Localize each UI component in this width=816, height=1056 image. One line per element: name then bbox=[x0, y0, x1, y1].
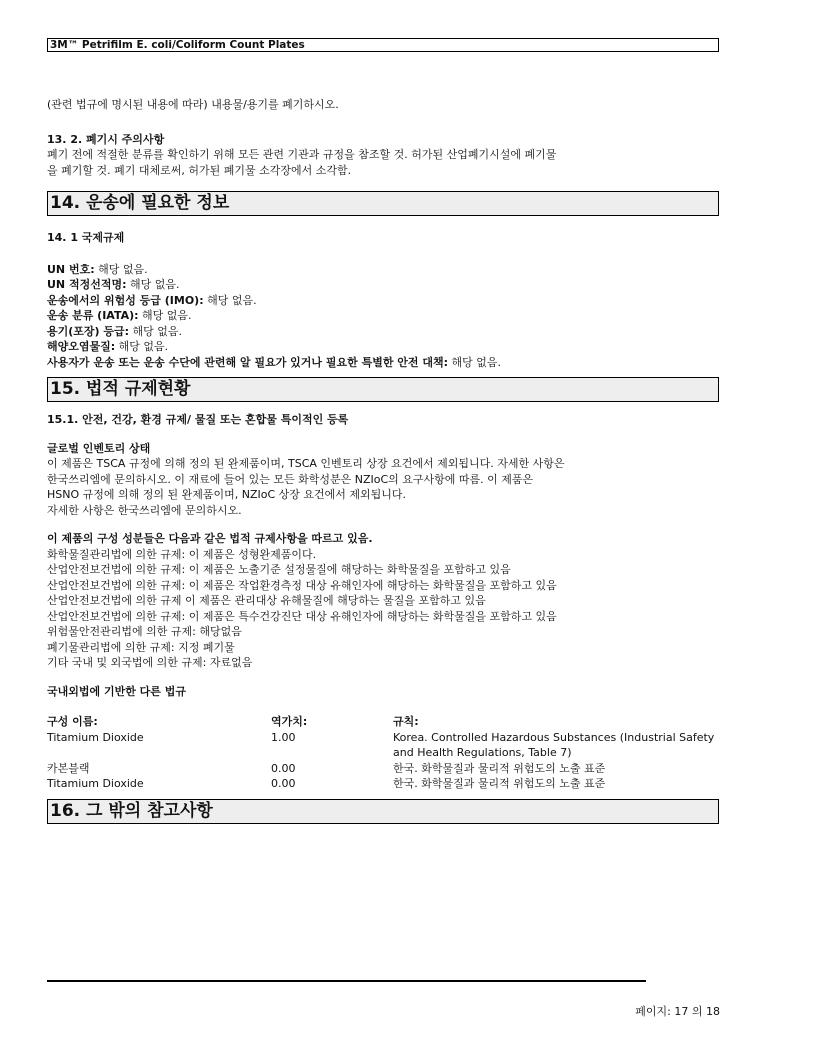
component-value: 0.00 bbox=[271, 761, 296, 775]
inventory-line: HSNO 규정에 의해 정의 된 완제품이며, NZIoC 상장 요건에서 제외됩니다. bbox=[47, 488, 407, 501]
components-heading: 이 제품의 구성 성분들은 다음과 같은 법적 규제사항을 따르고 있음. bbox=[47, 532, 373, 545]
page-content bbox=[47, 97, 722, 824]
regulation-table bbox=[47, 714, 719, 792]
section-15-header bbox=[47, 377, 719, 402]
transport-item: 운송에서의 위험성 등급 (IMO): 해당 없음. bbox=[47, 293, 257, 307]
section-15-1-heading: 15.1. 안전, 건강, 환경 규제/ 물질 또는 혼합물 특이적인 등록 bbox=[47, 413, 349, 426]
table-row bbox=[47, 730, 719, 761]
regulation-line: 산업안전보건법에 의한 규제 이 제품은 관리대상 유해물질에 해당하는 물질을 포함하고 있음 bbox=[47, 594, 486, 607]
transport-item: 해양오염물질: 해당 없음. bbox=[47, 340, 169, 353]
section-15-title: 15. 법적 규제현황 bbox=[50, 379, 191, 399]
section-16-title: 16. 그 밖의 참고사항 bbox=[50, 800, 213, 821]
component-value: 0.00 bbox=[271, 777, 296, 790]
inventory-line: 자세한 사항은 한국쓰리엠에 문의하시오. bbox=[47, 503, 242, 517]
regulation-line: 화학물질관리법에 의한 규제: 이 제품은 성형완제품이다. bbox=[47, 547, 317, 561]
regulation-line: 위험물안전관리법에 의한 규제: 해당없음 bbox=[47, 625, 242, 638]
table-row bbox=[47, 776, 719, 792]
disposal-line-2: 을 폐기할 것. 폐기 대체로써, 허가된 폐기물 소각장에서 소각함. bbox=[47, 163, 352, 177]
component-name: 카본블랙 bbox=[47, 761, 90, 775]
component-name: Titamium Dioxide bbox=[47, 777, 144, 790]
regulation-line: 산업안전보건법에 의한 규제: 이 제품은 작업환경측정 대상 유해인자에 해당하는 화학물질을 포함하고 있음 bbox=[47, 578, 557, 592]
column-header-component: 구성 이름: bbox=[47, 715, 98, 728]
section-14-header bbox=[47, 191, 719, 216]
regulation-line: 산업안전보건법에 의한 규제: 이 제품은 특수건강진단 대상 유해인자에 해당하는 화학물질을 포함하고 있음 bbox=[47, 609, 557, 623]
component-rule: Korea. Controlled Hazardous Substances (Industrial Safety and Health Regulations, Table 7) bbox=[393, 730, 715, 759]
table-header-row bbox=[47, 714, 719, 730]
component-name: Titamium Dioxide bbox=[47, 730, 144, 744]
domestic-law-heading: 국내외법에 기반한 다른 법규 bbox=[47, 684, 186, 698]
transport-item: UN 적정선적명: 해당 없음. bbox=[47, 278, 180, 291]
regulation-line: 산업안전보건법에 의한 규제: 이 제품은 노출기준 설정물질에 해당하는 화학물질을 포함하고 있음 bbox=[47, 563, 511, 576]
section-14-title: 14. 운송에 필요한 정보 bbox=[50, 193, 230, 213]
inventory-line: 이 제품은 TSCA 규정에 의해 정의 된 완제품이며, TSCA 인벤토리 상장 요건에서 제외됩니다. 자세한 사항은 bbox=[47, 457, 565, 470]
column-header-value: 역가치: bbox=[271, 715, 308, 728]
footer-divider bbox=[47, 980, 646, 982]
column-header-rule: 규칙: bbox=[393, 715, 419, 728]
transport-item: 용기(포장) 등급: 해당 없음. bbox=[47, 324, 183, 338]
regulation-line: 기타 국내 및 외국법에 의한 규제: 자료없음 bbox=[47, 656, 253, 669]
component-value: 1.00 bbox=[271, 730, 296, 744]
inventory-heading: 글로벌 인벤토리 상태 bbox=[47, 441, 151, 455]
component-rule: 한국. 화학물질과 물리적 위험도의 노출 표준 bbox=[393, 777, 606, 790]
transport-item: 운송 분류 (IATA): 해당 없음. bbox=[47, 309, 192, 322]
disposal-intro: (관련 법규에 명시된 내용에 따라) 내용물/용기를 폐기하시오. bbox=[47, 98, 339, 111]
document-header bbox=[47, 38, 719, 52]
section-14-1-heading: 14. 1 국제규제 bbox=[47, 231, 125, 244]
table-row bbox=[47, 761, 719, 777]
transport-item: UN 번호: 해당 없음. bbox=[47, 262, 148, 276]
inventory-line: 한국쓰리엠에 문의하시오. 이 재료에 들어 있는 모든 화학성분은 NZIoC의 요구사항에 따름. 이 제품은 bbox=[47, 472, 534, 486]
product-name: 3M™ Petrifilm E. coli/Coliform Count Plates bbox=[50, 39, 305, 51]
regulation-line: 폐기물관리법에 의한 규제: 지정 폐기물 bbox=[47, 640, 235, 654]
section-16-header bbox=[47, 799, 719, 824]
page-number: 페이지: 17 의 18 bbox=[635, 1005, 720, 1018]
section-13-2-heading: 13. 2. 폐기시 주의사항 bbox=[47, 132, 165, 146]
component-rule: 한국. 화학물질과 물리적 위험도의 노출 표준 bbox=[393, 761, 606, 775]
transport-info-list bbox=[47, 262, 722, 371]
disposal-line-1: 폐기 전에 적절한 분류를 확인하기 위해 모든 관련 기관과 규정을 참조할 것. 허가된 산업폐기시설에 폐기물 bbox=[47, 148, 557, 161]
transport-item: 사용자가 운송 또는 운송 수단에 관련해 알 필요가 있거나 필요한 특별한 안전 대책: 해당 없음. bbox=[47, 355, 502, 369]
